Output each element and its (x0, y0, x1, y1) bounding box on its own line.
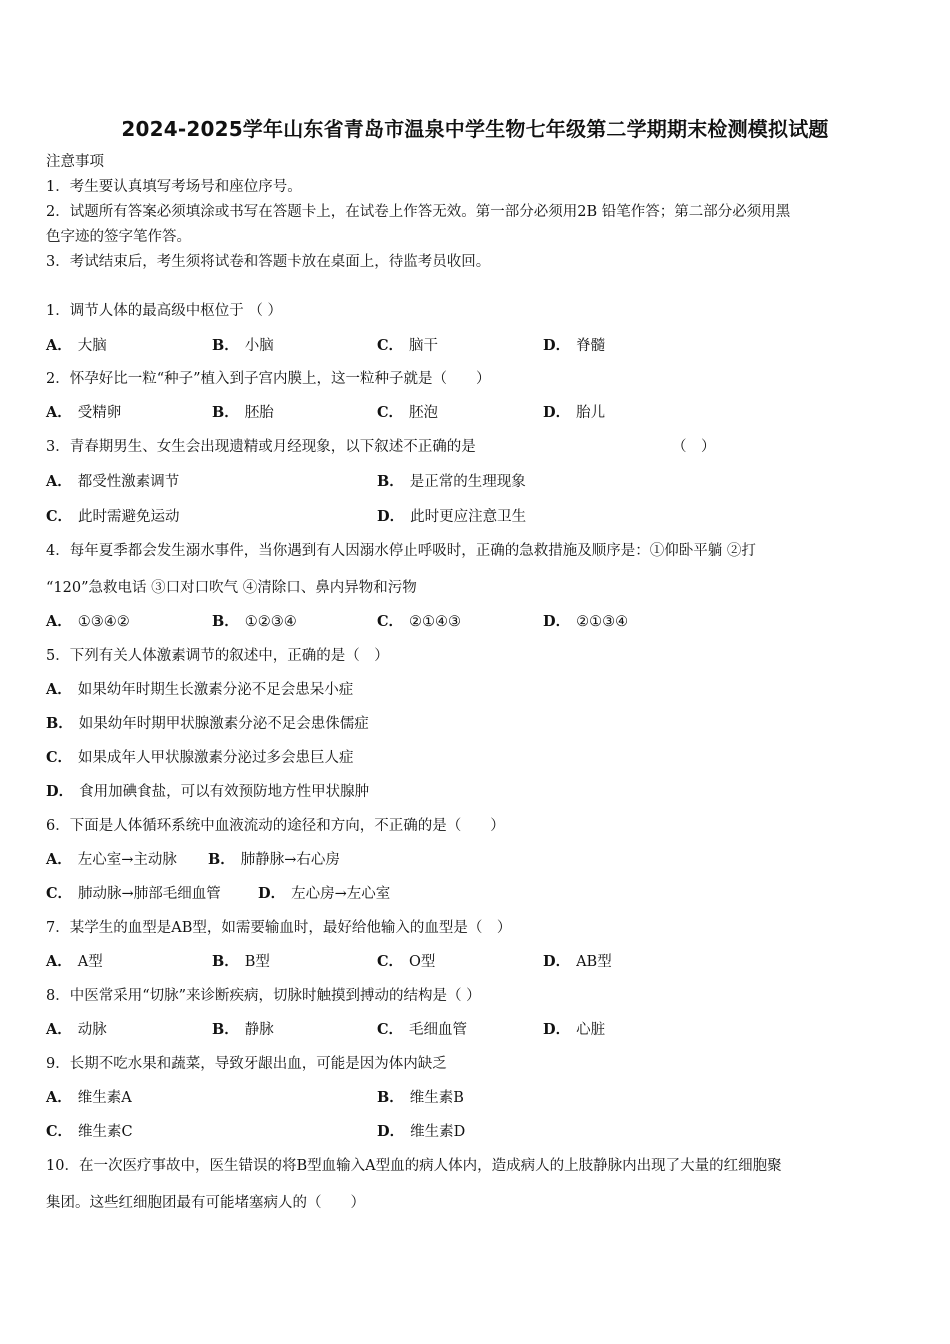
option-key: A． (46, 681, 72, 698)
question-8-stem: 8．中医常采用“切脉”来诊断疾病，切脉时触摸到搏动的结构是（ ） (46, 988, 481, 1004)
q8-option-b (212, 1020, 274, 1040)
q9-option-a (46, 1088, 132, 1108)
option-key: B． (212, 337, 239, 354)
option-text: 胎儿 (576, 405, 606, 421)
question-3-paren: （ ） (672, 439, 716, 455)
question-4-stem-cont: “120”急救电话 ③口对口吹气 ④清除口、鼻内异物和污物 (46, 580, 417, 596)
notice-item-3: 3．考试结束后，考生须将试卷和答题卡放在桌面上，待监考员收回。 (46, 254, 491, 270)
q3-option-d (377, 507, 526, 527)
option-key: B． (212, 953, 239, 970)
option-key: A． (46, 1021, 72, 1038)
option-text: B型 (244, 954, 270, 970)
option-key: D． (258, 885, 286, 902)
q1-option-b (212, 336, 274, 356)
option-key: A． (46, 337, 72, 354)
option-text: ②①③④ (576, 614, 629, 630)
option-key: B． (377, 473, 404, 490)
exam-title: 2024-2025学年山东省青岛市温泉中学生物七年级第二学期期末检测模拟试题 (121, 117, 829, 141)
question-9-stem: 9．长期不吃水果和蔬菜，导致牙龈出血，可能是因为体内缺乏 (46, 1056, 447, 1072)
option-key: A． (46, 1089, 72, 1106)
q2-option-d (543, 403, 605, 423)
q5-option-c (46, 748, 354, 768)
option-text: 食用加碘食盐，可以有效预防地方性甲状腺肿 (79, 784, 370, 800)
option-text: 受精卵 (77, 405, 122, 421)
option-text: 此时更应注意卫生 (410, 509, 527, 525)
option-key: D． (377, 508, 405, 525)
option-text: 心脏 (576, 1022, 606, 1038)
option-key: D． (46, 783, 74, 800)
option-key: D． (543, 1021, 571, 1038)
option-text: 脊髓 (576, 338, 606, 354)
q5-option-b (46, 714, 369, 734)
question-4-stem: 4．每年夏季都会发生溺水事件，当你遇到有人因溺水停止呼吸时，正确的急救措施及顺序是：①仰卧平躺 ②打 (46, 543, 756, 559)
q4-option-b (212, 612, 297, 632)
option-text: 小脑 (244, 338, 274, 354)
q6-option-c (46, 884, 221, 904)
option-key: C． (377, 953, 404, 970)
q7-option-b (212, 952, 270, 972)
question-10-stem: 10．在一次医疗事故中，医生错误的将B型血输入A型血的病人体内，造成病人的上肢静脉内出现了大量的红细胞聚 (46, 1158, 782, 1174)
q3-option-b (377, 472, 526, 492)
q4-option-c (377, 612, 461, 632)
option-text: ①③④② (77, 614, 130, 630)
option-key: C． (377, 613, 404, 630)
option-text: 脑干 (409, 338, 439, 354)
option-key: B． (46, 715, 73, 732)
option-text: 是正常的生理现象 (409, 474, 526, 490)
q4-option-a (46, 612, 130, 632)
option-text: 胚胎 (244, 405, 274, 421)
option-text: 肺静脉→右心房 (240, 852, 340, 868)
option-key: B． (212, 404, 239, 421)
option-key: C． (377, 1021, 404, 1038)
option-key: B． (212, 1021, 239, 1038)
question-1-stem: 1．调节人体的最高级中枢位于 （ ） (46, 303, 282, 319)
q4-option-d (543, 612, 628, 632)
option-key: C． (377, 404, 404, 421)
q2-option-b (212, 403, 274, 423)
option-key: D． (377, 1123, 405, 1140)
option-key: A． (46, 613, 72, 630)
option-text: 毛细血管 (409, 1022, 468, 1038)
notice-item-2-cont: 色字迹的签字笔作答。 (46, 229, 191, 245)
option-text: O型 (409, 954, 436, 970)
option-key: C． (46, 749, 73, 766)
option-text: ②①④③ (409, 614, 462, 630)
q3-option-a (46, 472, 179, 492)
q6-option-b (208, 850, 340, 870)
option-key: B． (212, 613, 239, 630)
option-text: 左心室→主动脉 (77, 852, 177, 868)
option-text: A型 (77, 954, 103, 970)
option-text: AB型 (576, 954, 612, 970)
notice-item-1: 1．考生要认真填写考场号和座位序号。 (46, 179, 302, 195)
option-key: D． (543, 404, 571, 421)
q3-option-c (46, 507, 180, 527)
option-key: B． (208, 851, 235, 868)
option-text: 肺动脉→肺部毛细血管 (78, 886, 221, 902)
q2-option-c (377, 403, 438, 423)
option-text: 动脉 (77, 1022, 107, 1038)
option-text: 维生素A (77, 1090, 132, 1106)
q6-option-a (46, 850, 177, 870)
option-text: 大脑 (77, 338, 107, 354)
question-6-stem: 6．下面是人体循环系统中血液流动的途径和方向，不正确的是（ ） (46, 818, 505, 834)
option-text: 维生素B (409, 1090, 464, 1106)
option-key: A． (46, 473, 72, 490)
q5-option-a (46, 680, 353, 700)
q6-option-d (258, 884, 390, 904)
option-text: 维生素C (78, 1124, 133, 1140)
q1-option-d (543, 336, 605, 356)
q1-option-a (46, 336, 107, 356)
q2-option-a (46, 403, 121, 423)
option-text: 静脉 (244, 1022, 274, 1038)
notice-heading: 注意事项 (46, 154, 104, 170)
q5-option-d (46, 782, 369, 802)
option-key: D． (543, 953, 571, 970)
q1-option-c (377, 336, 438, 356)
option-text: 胚泡 (409, 405, 439, 421)
q8-option-d (543, 1020, 605, 1040)
option-key: A． (46, 851, 72, 868)
option-text: 都受性激素调节 (77, 474, 180, 490)
option-text: 左心房→左心室 (291, 886, 391, 902)
option-key: D． (543, 337, 571, 354)
option-key: C． (377, 337, 404, 354)
question-3-stem: 3．青春期男生、女生会出现遗精或月经现象，以下叙述不正确的是 (46, 439, 476, 455)
option-key: A． (46, 404, 72, 421)
notice-item-2: 2．试题所有答案必须填涂或书写在答题卡上，在试卷上作答无效。第一部分必须用2B 铅笔作答；第二部分必须用黑 (46, 204, 791, 220)
q7-option-d (543, 952, 612, 972)
option-text: 维生素D (410, 1124, 466, 1140)
q9-option-b (377, 1088, 464, 1108)
option-text: 如果成年人甲状腺激素分泌过多会患巨人症 (78, 750, 354, 766)
q7-option-a (46, 952, 103, 972)
q7-option-c (377, 952, 435, 972)
option-key: C． (46, 508, 73, 525)
option-text: ①②③④ (244, 614, 297, 630)
q9-option-d (377, 1122, 465, 1142)
question-2-stem: 2．怀孕好比一粒“种子”植入到子宫内膜上，这一粒种子就是（ ） (46, 371, 491, 387)
option-key: C． (46, 885, 73, 902)
option-text: 此时需避免运动 (78, 509, 180, 525)
q9-option-c (46, 1122, 133, 1142)
option-key: C． (46, 1123, 73, 1140)
question-5-stem: 5．下列有关人体激素调节的叙述中，正确的是（ ） (46, 648, 389, 664)
option-key: A． (46, 953, 72, 970)
q8-option-a (46, 1020, 107, 1040)
question-10-stem-cont: 集团。这些红细胞团最有可能堵塞病人的（ ） (46, 1195, 365, 1211)
question-7-stem: 7．某学生的血型是AB型，如需要输血时，最好给他输入的血型是（ ） (46, 920, 512, 936)
option-key: B． (377, 1089, 404, 1106)
option-text: 如果幼年时期生长激素分泌不足会患呆小症 (77, 682, 354, 698)
option-text: 如果幼年时期甲状腺激素分泌不足会患侏儒症 (78, 716, 369, 732)
q8-option-c (377, 1020, 467, 1040)
option-key: D． (543, 613, 571, 630)
